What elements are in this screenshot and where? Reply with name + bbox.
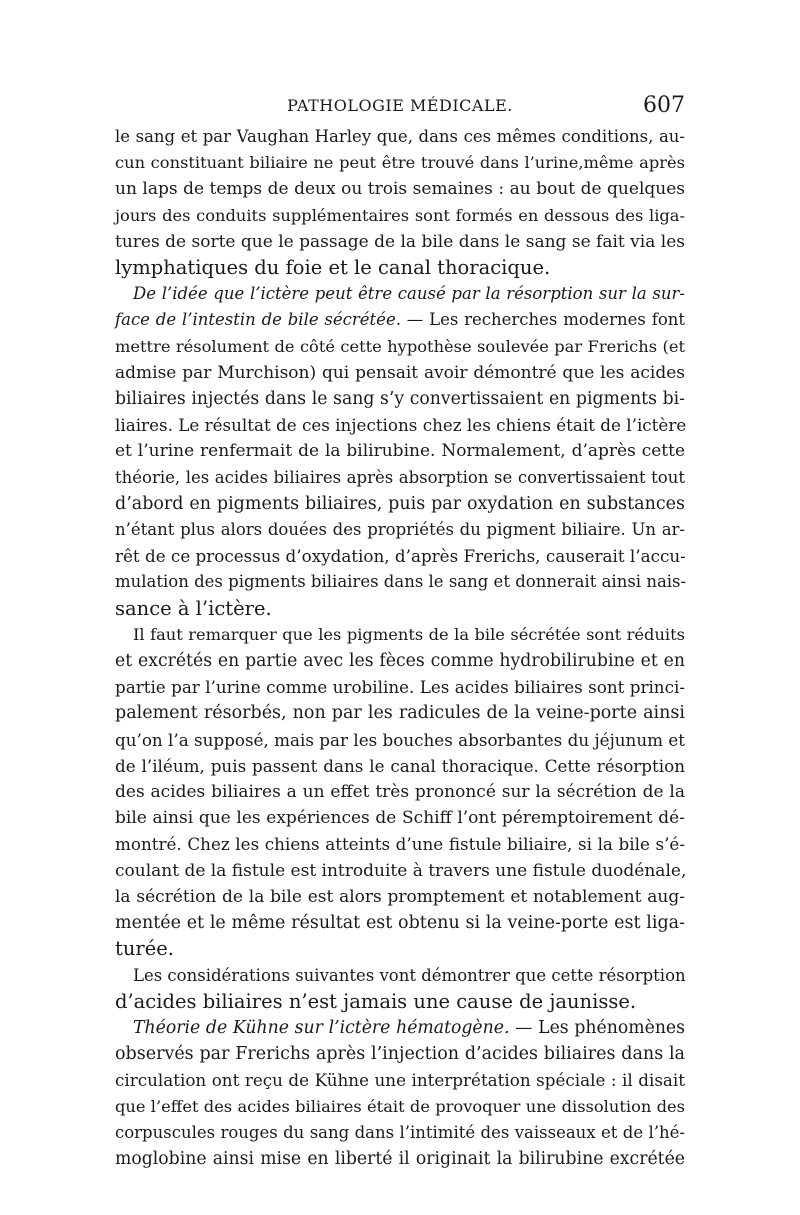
text-line: et excrétés en partie avec les fèces comme hydrobilirubine et en — [115, 651, 685, 672]
text-line: mulation des pigments biliaires dans le sang et donnerait ainsi nais- — [115, 572, 687, 592]
section-heading-line: De l’idée que l’ictère peut être causé par la résorption sur la sur- — [133, 284, 685, 304]
text-line: mettre résolument de côté cette hypothèse soulevée par Frerichs (et — [115, 336, 685, 356]
text-line: montré. Chez les chiens atteints d’une fistule biliaire, si la bile s’é- — [115, 834, 685, 855]
text-line: et l’urine renfermait de la bilirubine. Normalement, d’après cette — [115, 441, 685, 462]
text-run: — Les phénomènes — [509, 1017, 685, 1038]
text-line: qu’on l’a supposé, mais par les bouches absorbantes du jéjunum et — [115, 729, 685, 750]
running-head: PATHOLOGIE MÉDICALE. — [287, 96, 513, 115]
text-line: turée. — [115, 937, 174, 961]
text-line: liaires. Le résultat de ces injections chez les chiens était de l’ictère — [115, 415, 687, 436]
text-line: lymphatiques du foie et le canal thoracique. — [115, 256, 551, 280]
page-header — [115, 93, 685, 124]
text-line: mentée et le même résultat est obtenu si la veine-porte est liga- — [115, 913, 685, 934]
text-line: d’acides biliaires n’est jamais une cause de jaunisse. — [115, 989, 637, 1013]
text-line: Les considérations suivantes vont démontrer que cette résorption — [133, 965, 686, 985]
text-line: biliaires injectés dans le sang s’y convertissaient en pigments bi- — [115, 389, 685, 410]
text-line: n’étant plus alors douées des propriétés du pigment biliaire. Un ar- — [115, 520, 685, 540]
text-line: coulant de la fistule est introduite à travers une fistule duodénale, — [115, 860, 687, 881]
page-number: 607 — [643, 93, 685, 118]
text-line: le sang et par Vaughan Harley que, dans ces mêmes conditions, au- — [115, 127, 685, 146]
text-line: la sécrétion de la bile est alors promptement et notablement aug- — [115, 886, 685, 907]
text-line — [115, 1015, 685, 1041]
body-text — [115, 124, 685, 1172]
text-line: circulation ont reçu de Kühne une interprétation spéciale : il disait — [115, 1070, 685, 1091]
text-line: jours des conduits supplémentaires sont formés en dessous des liga- — [115, 205, 685, 225]
text-line: corpuscules rouges du sang dans l’intimité des vaisseaux et de l’hé- — [115, 1122, 685, 1142]
text-run: — Les recherches modernes font — [400, 310, 686, 330]
text-line: moglobine ainsi mise en liberté il originait la bilirubine excrétée — [115, 1148, 685, 1169]
section-heading: Théorie de Kühne sur l’ictère hématogène. — [133, 1017, 510, 1038]
text-line — [115, 307, 685, 333]
text-line: palement résorbés, non par les radicules de la veine-porte ainsi — [115, 703, 685, 724]
text-line: que l’effet des acides biliaires était de provoquer une dissolution des — [115, 1096, 685, 1116]
text-line: de l’iléum, puis passent dans le canal thoracique. Cette résorption — [115, 755, 685, 776]
text-line: un laps de temps de deux ou trois semaines : au bout de quelques — [115, 179, 685, 200]
text-line: tures de sorte que le passage de la bile dans le sang se fait via les — [115, 231, 685, 252]
text-line: Il faut remarquer que les pigments de la bile sécrétée sont réduits — [133, 624, 685, 644]
text-line: admise par Murchison) qui pensait avoir démontré que les acides — [115, 362, 685, 383]
text-line: partie par l’urine comme urobiline. Les acides biliaires sont princi- — [115, 677, 685, 698]
text-line: théorie, les acides biliaires après absorption se convertissaient tout — [115, 467, 685, 487]
text-line: d’abord en pigments biliaires, puis par oxydation en substances — [115, 493, 685, 514]
text-line: observés par Frerichs après l’injection d’acides biliaires dans la — [115, 1044, 685, 1065]
text-line: rêt de ce processus d’oxydation, d’après Frerichs, causerait l’accu- — [115, 546, 686, 567]
text-line: des acides biliaires a un effet très prononcé sur la sécrétion de la — [115, 782, 685, 803]
text-line: cun constituant biliaire ne peut être trouvé dans l’urine,même après — [115, 153, 685, 173]
section-heading-end: face de l’intestin de bile sécrétée. — [115, 310, 401, 330]
text-line: sance à l’ictère. — [115, 596, 272, 620]
text-line: bile ainsi que les expériences de Schiff l’ont péremptoirement dé- — [115, 808, 685, 829]
